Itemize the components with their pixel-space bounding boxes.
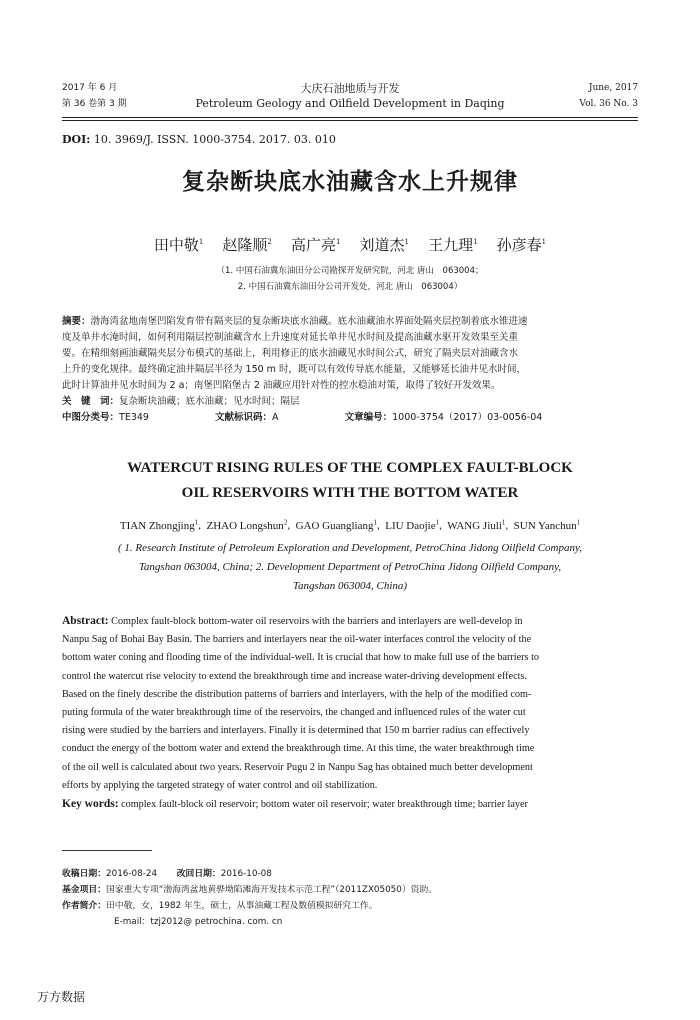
abstract-cn-line: 上升的变化规律。最终确定油井隔层半径为 150 m 时，既可以有效传导底水能量，又能够延长油井见水时间， — [62, 364, 526, 375]
classification-cn: 中图分类号：TE349 文献标识码：A 文章编号：1000-3754（2017）03-0056-04 — [62, 412, 543, 423]
doi-label: DOI — [62, 133, 87, 146]
author-en: ZHAO Longshun$^2$ — [206, 518, 288, 532]
footnotes — [62, 866, 638, 930]
abstract-en-line: control the watercut rise velocity to extend the breakthrough time and increase water-driving development effects. — [62, 670, 527, 682]
abstract-cn — [62, 314, 638, 426]
author-en: WANG Jiuli$^1$ — [447, 518, 506, 532]
abstract-en-line: puting formula of the water breakthrough time of the reservoirs, the changed and influenced rules of the water cut — [62, 707, 526, 719]
author-en: GAO Guangliang$^1$ — [295, 518, 377, 532]
doi-line: DOI: 10. 3969/J. ISSN. 1000-3754. 2017. 03. 010 — [62, 133, 336, 146]
abstract-en-line: Complex fault-block bottom-water oil reservoirs with the barriers and interlayers are well-develop in — [111, 616, 523, 627]
footnote-dates: 收稿日期：2016-08-24 改回日期：2016-10-08 — [62, 869, 272, 879]
author-en: SUN Yanchun$^1$ — [513, 518, 581, 532]
title-en — [62, 456, 638, 506]
title-cn: 复杂断块底水油藏含水上升规律 — [182, 169, 518, 195]
abstract-en-line: rising were studied by the barriers and interlayers. Finally it is determined that 150 m barrier radius can effectively — [62, 725, 530, 737]
author-cn: 孙彦春$^1$ — [496, 236, 547, 254]
header-volume-en: Vol. 36 No. 3 — [579, 99, 638, 109]
abstract-en — [62, 612, 638, 814]
affiliation-cn-1: （1. 中国石油冀东油田分公司勘探开发研究院，河北 唐山 063004； — [216, 266, 484, 276]
author-cn: 刘道杰$^1$ — [359, 236, 410, 254]
affiliation-en-line: Tangshan 063004, China) — [292, 580, 408, 592]
abstract-en-line: Nanpu Sag of Bohai Bay Basin. The barriers and interlayers near the oil-water interfaces control the velocity of the — [62, 634, 532, 646]
abstract-cn-label: 摘要： — [62, 316, 91, 327]
affiliation-en-line: Tangshan 063004, China; 2. Development Department of PetroChina Jidong Oilfield Company, — [138, 561, 562, 573]
footnote-fund: 基金项目：国家重大专项“渤海湾盆地黄骅坳陷滩海开发技术示范工程”（2011ZX05050）资助。 — [62, 885, 438, 895]
abstract-cn-line: 要。在精细刻画油藏隔夹层分布模式的基础上，利用修正的底水油藏见水时间公式，研究了隔夹层对油藏含水 — [62, 348, 519, 359]
affiliation-en — [62, 539, 638, 596]
affiliation-en-line: ( 1. Research Institute of Petroleum Exploration and Development, PetroChina Jidong Oilfield Company, — [117, 542, 583, 554]
abstract-cn-line: 此时计算油井见水时间为 2 a；南堡凹陷堡古 2 油藏应用针对性的控水稳油对策，取得了较好开发效果。 — [62, 380, 501, 391]
header-date-cn: 2017 年 6 月 — [62, 83, 118, 93]
header-rule-thin — [62, 120, 638, 121]
abstract-en-line: Based on the finely describe the distribution patterns of barriers and interlayers, with the help of the modified com- — [62, 688, 532, 700]
header-rule — [62, 117, 638, 118]
author-en: LIU Daojie$^1$ — [385, 518, 440, 532]
keywords-en: Key words: complex fault-block oil reservoir; bottom water oil reservoir; water breakthrough time; barrier layer — [62, 798, 528, 811]
authors-en: TIAN Zhongjing$^1$, ZHAO Longshun$^2$, GAO Guangliang$^1$, LIU Daojie$^1$, WANG Jiuli$^1$, SUN Yanchun$^1$ — [119, 518, 581, 532]
author-cn: 赵隆顺$^2$ — [222, 236, 272, 254]
footnote-email: E-mail：tzj2012@ petrochina. com. cn — [114, 917, 283, 927]
author-cn: 高广亮$^1$ — [290, 236, 341, 254]
author-cn: 王九理$^1$ — [428, 236, 478, 254]
title-en-line: OIL RESERVOIRS WITH THE BOTTOM WATER — [181, 485, 519, 501]
abstract-en-line: of the oil well is calculated about two years. Reservoir Pugu 2 in Nanpu Sag has obtained much better development — [62, 761, 533, 773]
abstract-en-line: conduct the energy of the bottom water and extend the breakthrough time. At this time, the water breakthrough time — [62, 743, 535, 755]
affiliation-cn-2: 2. 中国石油冀东油田分公司开发处，河北 唐山 063004） — [237, 282, 463, 292]
header-volume-cn: 第 36 卷第 3 期 — [62, 99, 127, 109]
header-date-en: June, 2017 — [588, 83, 638, 93]
doi-value: 10. 3969/J. ISSN. 1000-3754. 2017. 03. 010 — [93, 133, 336, 146]
title-en-line: WATERCUT RISING RULES OF THE COMPLEX FAULT-BLOCK — [127, 460, 573, 476]
journal-title-en: Petroleum Geology and Oilfield Development in Daqing — [195, 97, 505, 110]
abstract-en-label: Abstract: — [62, 615, 109, 627]
watermark-text: 万方数据 — [37, 990, 86, 1004]
authors-cn — [62, 234, 638, 255]
abstract-cn-line: 渤海湾盆地南堡凹陷发育带有隔夹层的复杂断块底水油藏。底水油藏油水界面处隔夹层控制着底水锥进速 — [90, 316, 528, 327]
abstract-cn-line: 度及单井水淹时间，如何利用隔层控制油藏含水上升速度对延长单井见水时间及提高油藏水驱开发效果至关重 — [62, 332, 519, 343]
abstract-en-line: efforts by applying the targeted strategy of water control and oil stabilization. — [62, 779, 378, 791]
author-en: TIAN Zhongjing$^1$ — [119, 518, 199, 532]
keywords-cn: 关 键 词：复杂断块油藏；底水油藏；见水时间；隔层 — [62, 396, 300, 407]
author-cn: 田中敬$^1$ — [153, 236, 204, 254]
footnote-rule — [62, 850, 152, 851]
footnote-author: 作者简介：田中敬，女，1982 年生，硕士，从事油藏工程及数值模拟研究工作。 — [62, 901, 378, 911]
abstract-en-line: bottom water coning and flooding time of the individual-well. It is crucial that how to make full use of the barriers to — [62, 652, 539, 664]
journal-title-cn: 大庆石油地质与开发 — [300, 82, 400, 95]
